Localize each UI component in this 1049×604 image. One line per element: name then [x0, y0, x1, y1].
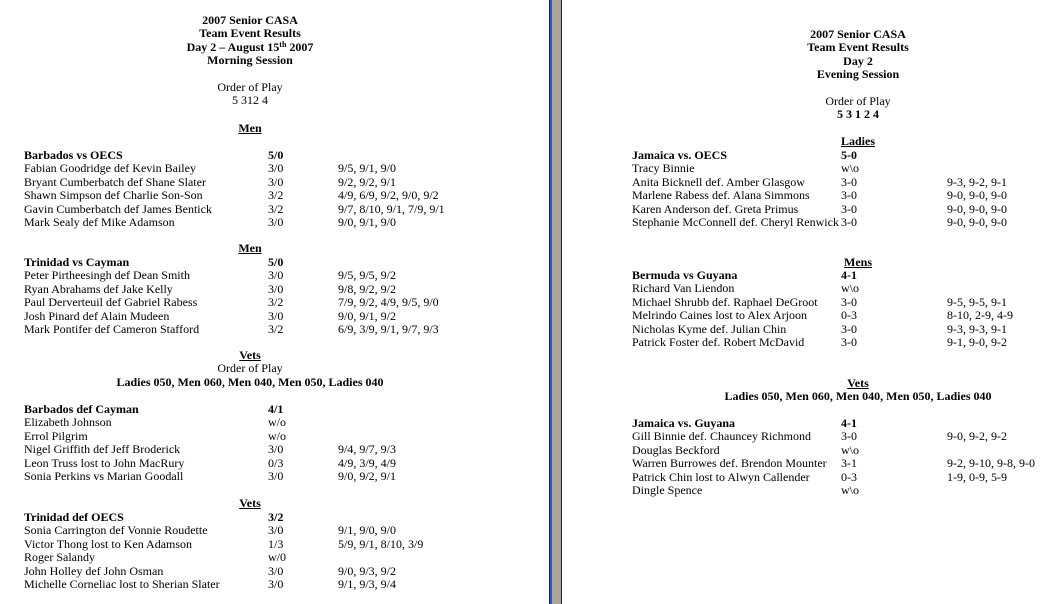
vets-order-label: Order of Play: [217, 361, 283, 376]
game-row: [0, 443, 540, 456]
order-of-play-value: 5 312 4: [232, 93, 268, 108]
game-players: John Holley def John Osman: [24, 563, 164, 578]
game-score: w/o: [268, 428, 286, 443]
game-score: 3-0: [841, 188, 857, 203]
game-score: 0-3: [841, 469, 857, 484]
game-players: Leon Truss lost to John MacRury: [24, 455, 185, 470]
game-set-scores: 4/9, 3/9, 4/9: [338, 455, 397, 470]
game-set-scores: 9-0, 9-2, 9-2: [947, 429, 1007, 444]
game-row: [562, 282, 1049, 295]
game-set-scores: 9-3, 9-2, 9-1: [947, 174, 1007, 189]
game-set-scores: 4/9, 6/9, 9/2, 9/0, 9/2: [338, 188, 439, 203]
game-set-scores: 9/0, 9/2, 9/1: [338, 469, 397, 483]
game-set-scores: 5/9, 9/1, 8/10, 3/9: [338, 536, 424, 551]
game-score: 3-0: [841, 174, 857, 189]
game-row: [562, 309, 1049, 322]
game-score: 3/0: [268, 523, 284, 538]
game-score: 3-0: [841, 429, 857, 444]
game-row: [0, 176, 540, 189]
section-heading: Vets: [239, 348, 261, 362]
game-score: 3-0: [841, 294, 857, 309]
section-heading: Vets: [847, 376, 869, 390]
right-document-page: [562, 0, 1049, 604]
game-score: w/o: [268, 415, 286, 430]
team-score: 4-1: [841, 416, 857, 430]
game-row: [0, 416, 540, 429]
game-row: [0, 203, 540, 216]
game-score: 3/2: [268, 188, 284, 203]
game-score: 3/2: [268, 322, 284, 336]
game-score: 0/3: [268, 455, 284, 470]
section-heading: Vets: [239, 496, 261, 510]
vets-header: [0, 349, 500, 389]
game-row: [562, 176, 1049, 189]
game-score: 3/0: [268, 469, 284, 483]
game-row: [0, 162, 540, 175]
header-session: Morning Session: [207, 53, 293, 68]
game-players: Fabian Goodridge def Kevin Bailey: [24, 161, 196, 176]
header-title: 2007 Senior CASA: [810, 27, 906, 41]
game-score: 3-0: [841, 201, 857, 216]
match-header: [562, 149, 1049, 162]
match-header: [0, 256, 540, 269]
game-row: [562, 162, 1049, 175]
vets-header: [562, 377, 1049, 404]
game-players: Gill Binnie def. Chauncey Richmond: [632, 429, 811, 444]
header-subtitle: Team Event Results: [807, 40, 909, 55]
game-score: 3/0: [268, 308, 284, 323]
match-title: Jamaica vs. Guyana: [632, 416, 736, 430]
game-row: [562, 336, 1049, 349]
game-score: 3/0: [268, 577, 284, 591]
game-players: Nigel Griffith def Jeff Broderick: [24, 442, 181, 457]
game-set-scores: 9-1, 9-0, 9-2: [947, 335, 1007, 349]
game-players: Melrindo Caines lost to Alex Arjoon: [632, 308, 807, 323]
game-score: 3/0: [268, 161, 284, 176]
game-set-scores: 9/4, 9/7, 9/3: [338, 442, 397, 457]
game-players: Gavin Cumberbatch def James Bentick: [24, 201, 212, 216]
vets-order-value: Ladies 050, Men 060, Men 040, Men 050, Ladies 040: [724, 389, 992, 404]
game-players: Paul Derverteuil def Gabriel Rabess: [24, 295, 198, 310]
game-players: Dingle Spence: [632, 483, 703, 497]
team-score: 3/2: [268, 510, 284, 524]
game-set-scores: 9/1, 9/3, 9/4: [338, 577, 397, 591]
game-set-scores: 9/5, 9/1, 9/0: [338, 161, 397, 176]
game-players: Richard Van Liendon: [632, 281, 735, 296]
match-title: Barbados vs OECS: [24, 148, 123, 162]
game-row: [0, 578, 540, 591]
section-heading: Mens: [844, 255, 872, 269]
game-row: [0, 470, 540, 483]
game-score: 3/2: [268, 295, 284, 310]
game-players: Sonia Carrington def Vonnie Roudette: [24, 523, 208, 538]
game-set-scores: 7/9, 9/2, 4/9, 9/5, 9/0: [338, 295, 439, 310]
header-session: Evening Session: [816, 67, 900, 82]
match-header: [0, 403, 540, 416]
game-set-scores: 1-9, 0-9, 5-9: [947, 469, 1007, 484]
game-score: 3/0: [268, 174, 284, 189]
match-title: Jamaica vs. OECS: [632, 148, 728, 162]
header-date: Day 2 – August 15th 2007: [186, 39, 314, 54]
game-players: Douglas Beckford: [632, 442, 720, 457]
game-row: [562, 296, 1049, 309]
game-score: w\o: [841, 442, 859, 457]
match-header: [0, 511, 540, 524]
game-score: 3/0: [268, 215, 284, 229]
game-set-scores: 9/2, 9/2, 9/1: [338, 174, 397, 189]
game-score: 1/3: [268, 536, 284, 551]
order-of-play-label: Order of Play: [217, 80, 283, 94]
match-title: Trinidad def OECS: [24, 510, 124, 524]
game-players: Stephanie McConnell def. Cheryl Renwick: [632, 215, 839, 229]
game-set-scores: 9-0, 9-0, 9-0: [947, 201, 1007, 216]
game-score: 3/0: [268, 563, 284, 578]
game-score: 3/0: [268, 442, 284, 457]
game-row: [562, 430, 1049, 443]
section-heading: Men: [238, 241, 262, 255]
game-set-scores: 8-10, 2-9, 4-9: [947, 308, 1013, 323]
game-players: Bryant Cumberbatch def Shane Slater: [24, 174, 206, 189]
game-set-scores: 9-0, 9-0, 9-0: [947, 215, 1007, 229]
section-heading: Ladies: [840, 134, 875, 148]
game-players: Peter Pirtheesingh def Dean Smith: [24, 268, 190, 283]
game-players: Victor Thong lost to Ken Adamson: [24, 536, 193, 551]
game-set-scores: 9/0, 9/1, 9/0: [338, 215, 397, 229]
game-set-scores: 9/0, 9/1, 9/2: [338, 308, 397, 323]
match-header: [562, 269, 1049, 282]
match-title: Bermuda vs Guyana: [632, 268, 738, 282]
game-row: [0, 323, 540, 336]
team-score: 5/0: [268, 148, 284, 162]
game-players: Patrick Chin lost to Alwyn Callender: [632, 469, 810, 484]
game-row: [562, 323, 1049, 336]
game-row: [0, 283, 540, 296]
game-score: 3-1: [841, 456, 857, 471]
game-players: Michael Shrubb def. Raphael DeGroot: [632, 294, 818, 309]
game-row: [0, 189, 540, 202]
game-row: [0, 216, 540, 229]
game-row: [0, 296, 540, 309]
header-title: 2007 Senior CASA: [202, 13, 298, 27]
game-set-scores: 9-2, 9-10, 9-8, 9-0: [947, 456, 1035, 471]
game-score: w\o: [841, 281, 859, 296]
order-of-play-label: Order of Play: [825, 94, 891, 108]
game-set-scores: 6/9, 3/9, 9/1, 9/7, 9/3: [338, 322, 439, 336]
game-set-scores: 9/7, 8/10, 9/1, 7/9, 9/1: [338, 201, 445, 216]
game-row: [0, 565, 540, 578]
game-row: [562, 189, 1049, 202]
match-header: [562, 417, 1049, 430]
game-row: [0, 269, 540, 282]
section-heading: Men: [238, 121, 262, 135]
game-players: Elizabeth Johnson: [24, 415, 112, 430]
game-row: [562, 457, 1049, 470]
game-score: w\o: [841, 483, 859, 497]
match-title: Barbados def Cayman: [24, 402, 139, 416]
game-row: [0, 430, 540, 443]
team-score: 5-0: [841, 148, 857, 162]
game-row: [0, 457, 540, 470]
game-score: 3-0: [841, 321, 857, 336]
game-players: Marlene Rabess def. Alana Simmons: [632, 188, 810, 203]
match-title: Trinidad vs Cayman: [24, 255, 130, 269]
game-players: Sonia Perkins vs Marian Goodall: [24, 469, 184, 483]
game-row: [562, 203, 1049, 216]
game-score: 3-0: [841, 215, 857, 229]
game-row: [0, 310, 540, 323]
left-header: [0, 14, 500, 68]
game-row: [562, 471, 1049, 484]
game-players: Ryan Abrahams def Jake Kelly: [24, 281, 173, 296]
game-score: 3/2: [268, 201, 284, 216]
game-set-scores: 9/1, 9/0, 9/0: [338, 523, 397, 538]
vets-order-value: Ladies 050, Men 060, Men 040, Men 050, Ladies 040: [116, 374, 384, 389]
game-players: Mark Pontifer def Cameron Stafford: [24, 322, 200, 336]
order-of-play: [0, 81, 500, 108]
game-set-scores: 9-0, 9-0, 9-0: [947, 188, 1007, 203]
team-score: 4/1: [268, 402, 284, 416]
game-score: 3-0: [841, 335, 857, 349]
header-date: Day 2: [843, 53, 873, 68]
order-of-play-value: 5 3 1 2 4: [837, 107, 879, 122]
game-players: Nicholas Kyme def. Julian Chin: [632, 321, 787, 336]
game-set-scores: 9/5, 9/5, 9/2: [338, 268, 397, 283]
order-of-play: [562, 95, 1049, 122]
team-score: 4-1: [841, 268, 857, 282]
game-score: w/0: [268, 550, 286, 565]
game-score: w\o: [841, 161, 859, 176]
game-row: [0, 524, 540, 537]
game-score: 0-3: [841, 308, 857, 323]
game-row: [562, 216, 1049, 229]
game-set-scores: 9-5, 9-5, 9-1: [947, 294, 1007, 309]
game-set-scores: 9/8, 9/2, 9/2: [338, 281, 397, 296]
game-players: Mark Sealy def Mike Adamson: [24, 215, 175, 229]
game-players: Tracy Binnie: [632, 161, 695, 176]
game-row: [0, 538, 540, 551]
game-score: 3/0: [268, 281, 284, 296]
game-players: Michelle Corneliac lost to Sherian Slater: [24, 577, 220, 591]
game-row: [562, 484, 1049, 497]
header-subtitle: Team Event Results: [199, 26, 301, 41]
match-header: [0, 149, 540, 162]
game-row: [562, 444, 1049, 457]
game-players: Karen Anderson def. Greta Primus: [632, 201, 799, 216]
game-set-scores: 9-3, 9-3, 9-1: [947, 321, 1007, 336]
right-header: [562, 28, 1049, 82]
game-players: Roger Salandy: [24, 550, 95, 565]
game-players: Shawn Simpson def Charlie Son-Son: [24, 188, 203, 203]
team-score: 5/0: [268, 255, 284, 269]
game-players: Anita Bicknell def. Amber Glasgow: [632, 174, 805, 189]
game-score: 3/0: [268, 268, 284, 283]
game-row: [0, 551, 540, 564]
game-set-scores: 9/0, 9/3, 9/2: [338, 563, 397, 578]
game-players: Errol Pilgrim: [24, 428, 88, 443]
game-players: Warren Burrowes def. Brendon Mounter: [632, 456, 827, 471]
game-players: Josh Pinard def Alain Mudeen: [24, 308, 170, 323]
game-players: Patrick Foster def. Robert McDavid: [632, 335, 805, 349]
page-divider: [549, 0, 562, 604]
